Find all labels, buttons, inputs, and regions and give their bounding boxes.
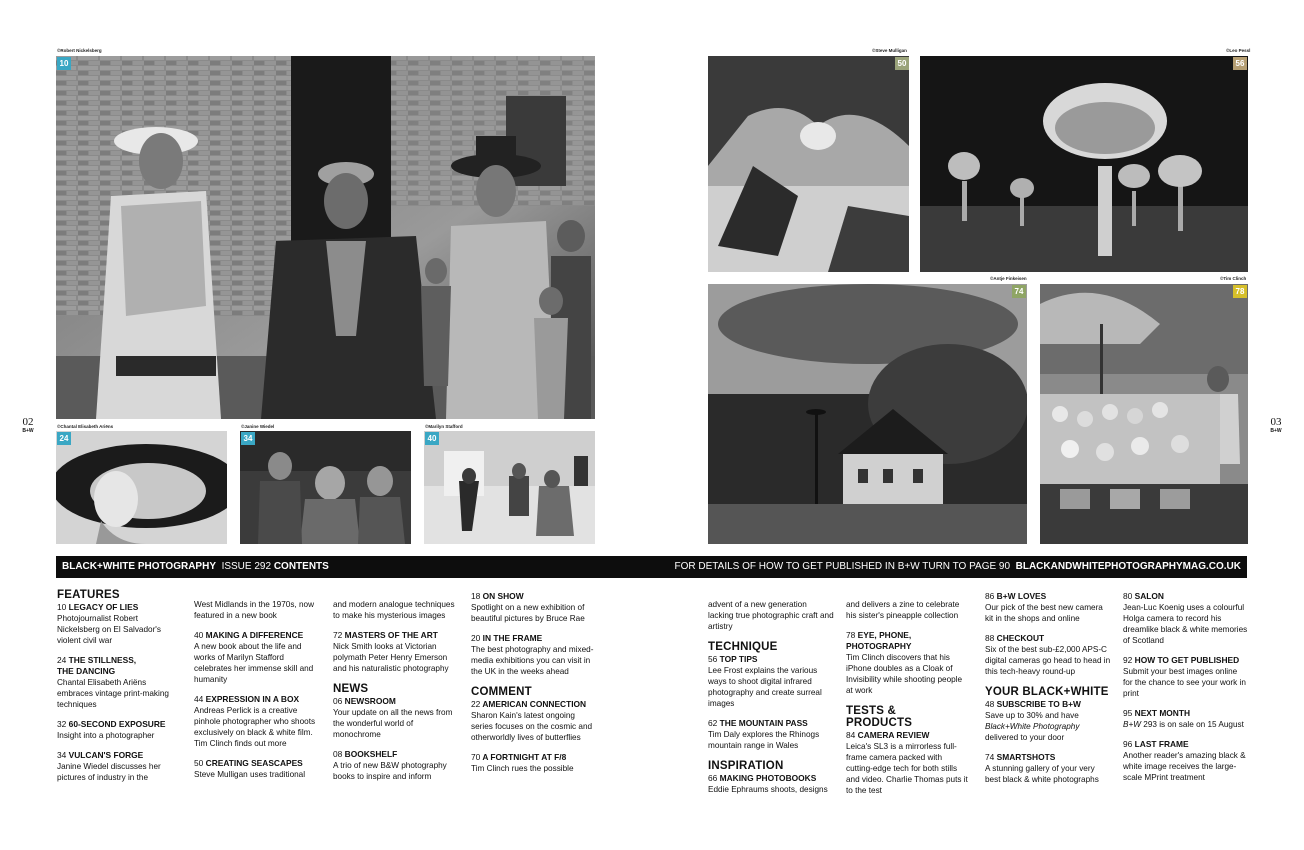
contents-column-4 [471, 591, 599, 783]
contents-item[interactable]: 78 EYE, PHONE, PHOTOGRAPHY Tim Clinch discovers that his iPhone doubles as a Cloak of Invisibility while shooting people at work [846, 630, 963, 695]
photo-main-soldiers [56, 56, 595, 419]
contents-item[interactable]: 92 HOW TO GET PUBLISHED Submit your best images online for the chance to see your work in print [1123, 655, 1246, 698]
photo-quiver-trees [920, 56, 1248, 272]
issue-number: ISSUE 292 [221, 561, 272, 572]
photo-credit-56: © Leo Pessl [1226, 48, 1250, 53]
section-tests: TESTS & PRODUCTS [846, 705, 913, 729]
contents-item[interactable]: 56 TOP TIPS Lee Frost explains the various ways to shoot digital infrared photography and create surreal images [708, 654, 822, 708]
contents-label: CONTENTS [273, 561, 329, 572]
contents-item[interactable]: 32 60-SECOND EXPOSURE Insight into a photographer [57, 719, 166, 740]
photo-house-surreal [708, 284, 1027, 544]
contents-item[interactable]: 06 NEWSROOM Your update on all the news from the wonderful world of monochrome [333, 696, 453, 739]
contents-item[interactable]: 10 LEGACY OF LIES Photojournalist Robert Nickelsberg on El Salvador's violent civil war [57, 602, 161, 645]
page-badge-10: 10 [57, 57, 71, 70]
contents-column-7 [985, 591, 1111, 794]
contents-item[interactable]: and delivers a zine to celebrate his sister's pineapple collection [846, 600, 960, 620]
contents-banner [56, 556, 1247, 578]
contents-item[interactable]: 72 MASTERS OF THE ART Nick Smith looks at Victorian polymath Peter Henry Emerson and his naturalistic photography [333, 630, 449, 673]
contents-item[interactable]: 18 ON SHOW Spotlight on a new exhibition of beautiful pictures by Bruce Rae [471, 591, 585, 623]
banner-left [62, 556, 329, 578]
contents-item[interactable]: 70 A FORTNIGHT AT F/8 Tim Clinch rues the possible [471, 752, 574, 773]
contents-item[interactable]: 34 VULCAN'S FORGE Janine Wiedel discusses her pictures of industry in the [57, 750, 161, 782]
contents-item[interactable]: 62 THE MOUNTAIN PASS Tim Daly explores the Rhinogs mountain range in Wales [708, 718, 820, 750]
photo-street-photographer [424, 431, 595, 544]
photo-credit-34: © Janine Wiedel [241, 424, 274, 429]
photo-credit-78: © Tim Clinch [1220, 276, 1246, 281]
page-badge-24: 24 [57, 432, 71, 445]
contents-item[interactable]: 84 CAMERA REVIEW Leica's SL3 is a mirrorless full-frame camera packed with cutting-edge tech for both stills and video. Charlie Thomas puts it to the test [846, 730, 968, 795]
contents-item[interactable]: 40 MAKING A DIFFERENCE A new book about the life and works of Marilyn Stafford celebrates her immense skill and humanity [194, 630, 314, 684]
contents-item[interactable]: and modern analogue techniques to make his mysterious images [333, 600, 455, 620]
photo-credit-74: © Antje Finkeisen [990, 276, 1027, 281]
contents-item[interactable]: 66 MAKING PHOTOBOOKS Eddie Ephraums shoots, designs [708, 773, 828, 794]
page-number-left: 02 [22, 416, 34, 428]
banner-right [675, 556, 1241, 578]
contents-item[interactable]: West Midlands in the 1970s, now featured in a new book [194, 600, 314, 620]
section-comment: COMMENT [471, 686, 532, 698]
page-badge-50: 50 [895, 57, 909, 70]
photo-credit-50: © Steve Mulligan [872, 48, 907, 53]
page-number-right: 03 [1270, 416, 1282, 428]
section-features: FEATURES [57, 589, 120, 601]
website-link[interactable]: BLACKANDWHITEPHOTOGRAPHYMAG.CO.UK [1015, 561, 1241, 572]
page-badge-74: 74 [1012, 285, 1026, 298]
folio-right [1264, 417, 1288, 434]
photo-fruit-market [1040, 284, 1248, 544]
folio-left [16, 417, 40, 434]
contents-item[interactable]: 24 THE STILLNESS, THE DANCING Chantal Elisabeth Ariëns embraces vintage print-making techniques [57, 655, 169, 709]
photo-hat-woman [56, 431, 227, 544]
contents-item[interactable]: advent of a new generation lacking true photographic craft and artistry [708, 600, 834, 631]
contents-column-5 [708, 599, 834, 804]
contents-item[interactable]: 74 SMARTSHOTS A stunning gallery of your very best black & white photographs [985, 752, 1099, 784]
section-technique: TECHNIQUE [708, 641, 778, 653]
section-news: NEWS [333, 683, 369, 695]
contents-column-6 [846, 599, 970, 805]
photo-credit-main: © Robert Nickelsberg [57, 48, 102, 53]
contents-item[interactable]: 20 IN THE FRAME The best photography and mixed-media exhibitions you can visit in the UK in the weeks ahead [471, 633, 594, 676]
magazine-name: BLACK+WHITE PHOTOGRAPHY [62, 561, 216, 572]
page-badge-78: 78 [1233, 285, 1247, 298]
contents-item[interactable]: 88 CHECKOUT Six of the best sub-£2,000 APS-C digital cameras go head to head in this tech-heavy round-up [985, 633, 1111, 676]
contents-item[interactable]: 44 EXPRESSION IN A BOX Andreas Perlick is a creative pinhole photographer who shoots exclusively on black & white film. Tim Clinch finds out more [194, 694, 316, 748]
section-inspiration: INSPIRATION [708, 760, 784, 772]
contents-item[interactable]: 96 LAST FRAME Another reader's amazing black & white image receives the large-scale MPrint treatment [1123, 739, 1246, 782]
contents-item[interactable]: 86 B+W LOVES Our pick of the best new camera kit in the shops and online [985, 591, 1103, 623]
contents-item[interactable]: 22 AMERICAN CONNECTION Sharon Kain's latest ongoing series focuses on the cosmic and otherworldly lives of butterflies [471, 699, 593, 742]
contents-column-3 [333, 599, 459, 791]
contents-item[interactable]: 80 SALON Jean-Luc Koenig uses a colourful Holga camera to record his dreamlike black & white memories of Scotland [1123, 591, 1248, 645]
publish-note: FOR DETAILS OF HOW TO GET PUBLISHED IN B+W TURN TO PAGE 90 [674, 561, 1011, 572]
section-your-black-white: YOUR BLACK+WHITE [985, 686, 1109, 698]
contents-item[interactable]: 95 NEXT MONTH B+W 293 is on sale on 15 August [1123, 708, 1244, 729]
contents-item[interactable]: 08 BOOKSHELF A trio of new B&W photography books to inspire and inform [333, 749, 447, 781]
page-badge-34: 34 [241, 432, 255, 445]
contents-item[interactable]: 48 SUBSCRIBE TO B+W Save up to 30% and have Black+White Photography delivered to your door [985, 699, 1081, 742]
page-badge-40: 40 [425, 432, 439, 445]
contents-column-8 [1123, 591, 1249, 792]
photo-credit-40: © Marilyn Stafford [425, 424, 463, 429]
photo-seascape-rocks [708, 56, 909, 272]
page-badge-56: 56 [1233, 57, 1247, 70]
contents-column-1 [57, 589, 181, 792]
folio-mark-right: B+W [1270, 428, 1282, 434]
photo-workers [240, 431, 411, 544]
folio-mark-left: B+W [22, 428, 34, 434]
contents-column-2 [194, 599, 316, 789]
contents-item[interactable]: 50 CREATING SEASCAPES Steve Mulligan uses traditional [194, 758, 306, 779]
photo-credit-24: © Chantal Elisabeth Ariëns [57, 424, 113, 429]
